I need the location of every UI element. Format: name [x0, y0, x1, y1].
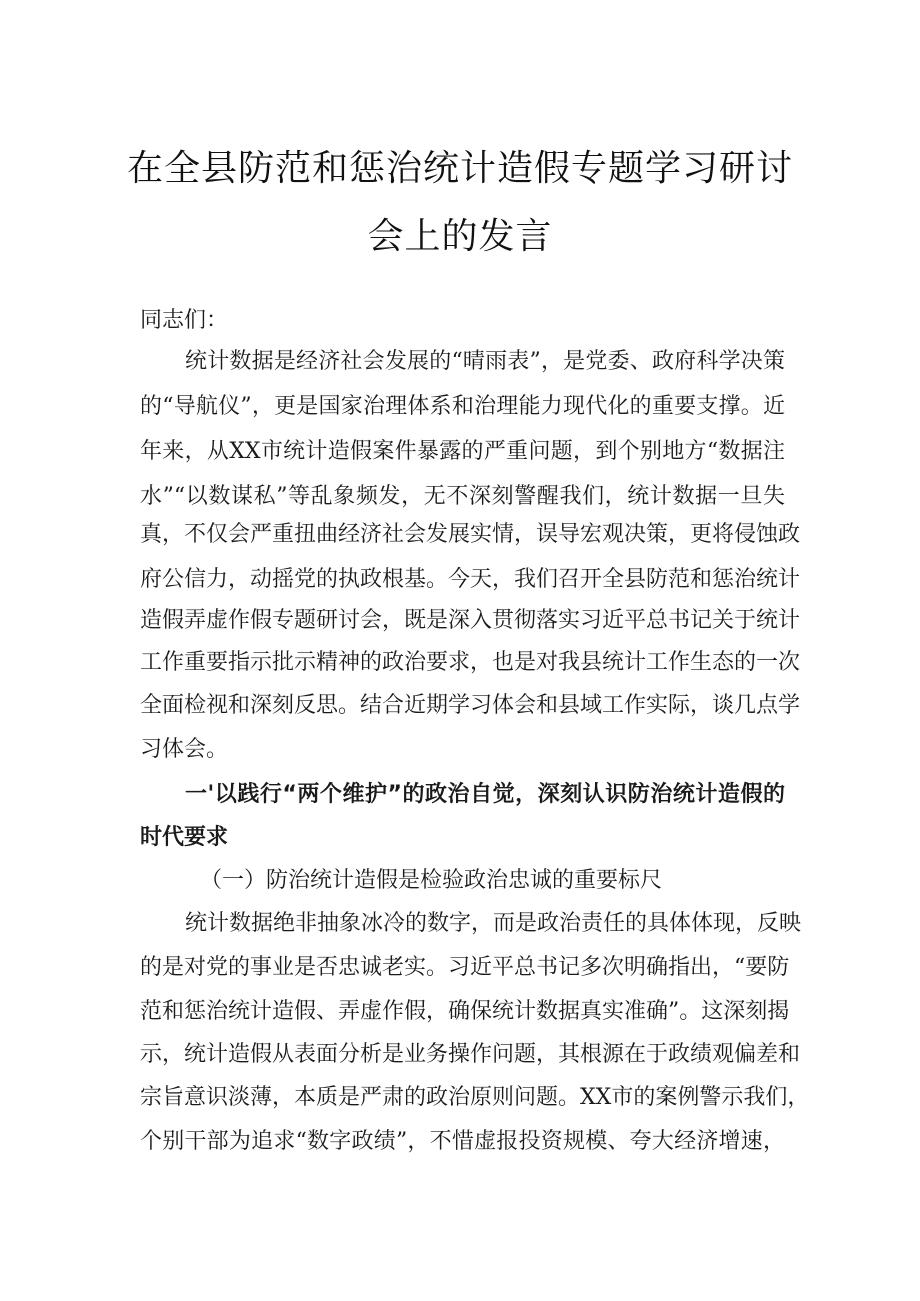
- paragraph-1-line: 水”“以数谋私”等乱象频发，无不深刻警醒我们，统计数据一旦失: [140, 484, 785, 509]
- subsection-1-heading: （一）防治统计造假是检验政治忠诚的重要标尺: [200, 868, 663, 893]
- paragraph-1-line: 习体会。: [140, 737, 229, 762]
- section-1-heading-line: 一'以践行“两个维护”的政治自觉，深刻认识防治统计造假的: [185, 782, 785, 807]
- paragraph-1-line: 工作重要指示批示精神的政治要求，也是对我县统计工作生态的一次: [140, 650, 801, 675]
- paragraph-2-line: 范和惩治统计造假、弄虚作假，确保统计数据真实准确”。这深刻揭: [140, 999, 790, 1024]
- paragraph-2-line: 宗旨意识淡薄，本质是严肃的政治原则问题。XX市的案例警示我们，: [140, 1085, 810, 1110]
- paragraph-1-line: 统计数据是经济社会发展的“晴雨表”，是党委、政府科学决策: [185, 349, 785, 374]
- paragraph-2-line: 示，统计造假从表面分析是业务操作问题，其根源在于政绩观偏差和: [140, 1042, 801, 1067]
- paragraph-2-line: 统计数据绝非抽象冰冷的数字，而是政治责任的具体体现，反映: [185, 911, 802, 936]
- paragraph-1-line: 年来，从XX市统计造假案件暴露的严重问题，到个别地方“数据注: [140, 439, 785, 464]
- document-title-line-2: 会上的发言: [367, 216, 553, 257]
- paragraph-1-line: 真，不仅会严重扭曲经济社会发展实情，误导宏观决策，更将侵蚀政: [140, 522, 801, 547]
- paragraph-1-line: 造假弄虚作假专题研讨会，既是深入贯彻落实习近平总书记关于统计: [140, 608, 801, 633]
- paragraph-2-line: 个别干部为追求“数字政绩”，不惜虚报投资规模、夸大经济增速，: [140, 1129, 785, 1154]
- section-1-heading-line: 时代要求: [140, 825, 229, 850]
- paragraph-1-line: 府公信力，动摇党的执政根基。今天，我们召开全县防范和惩治统计: [140, 567, 801, 592]
- paragraph-1-line: 全面检视和深刻反思。结合近期学习体会和县域工作实际，谈几点学: [140, 693, 801, 718]
- document-title-line-1: 在全县防范和惩治统计造假专题学习研讨: [126, 148, 793, 189]
- paragraph-2-line: 的是对党的事业是否忠诚老实。习近平总书记多次明确指出，“要防: [140, 955, 790, 980]
- salutation: 同志们：: [140, 308, 229, 333]
- paragraph-1-line: 的“导航仪”，更是国家治理体系和治理能力现代化的重要支撑。近: [140, 394, 785, 419]
